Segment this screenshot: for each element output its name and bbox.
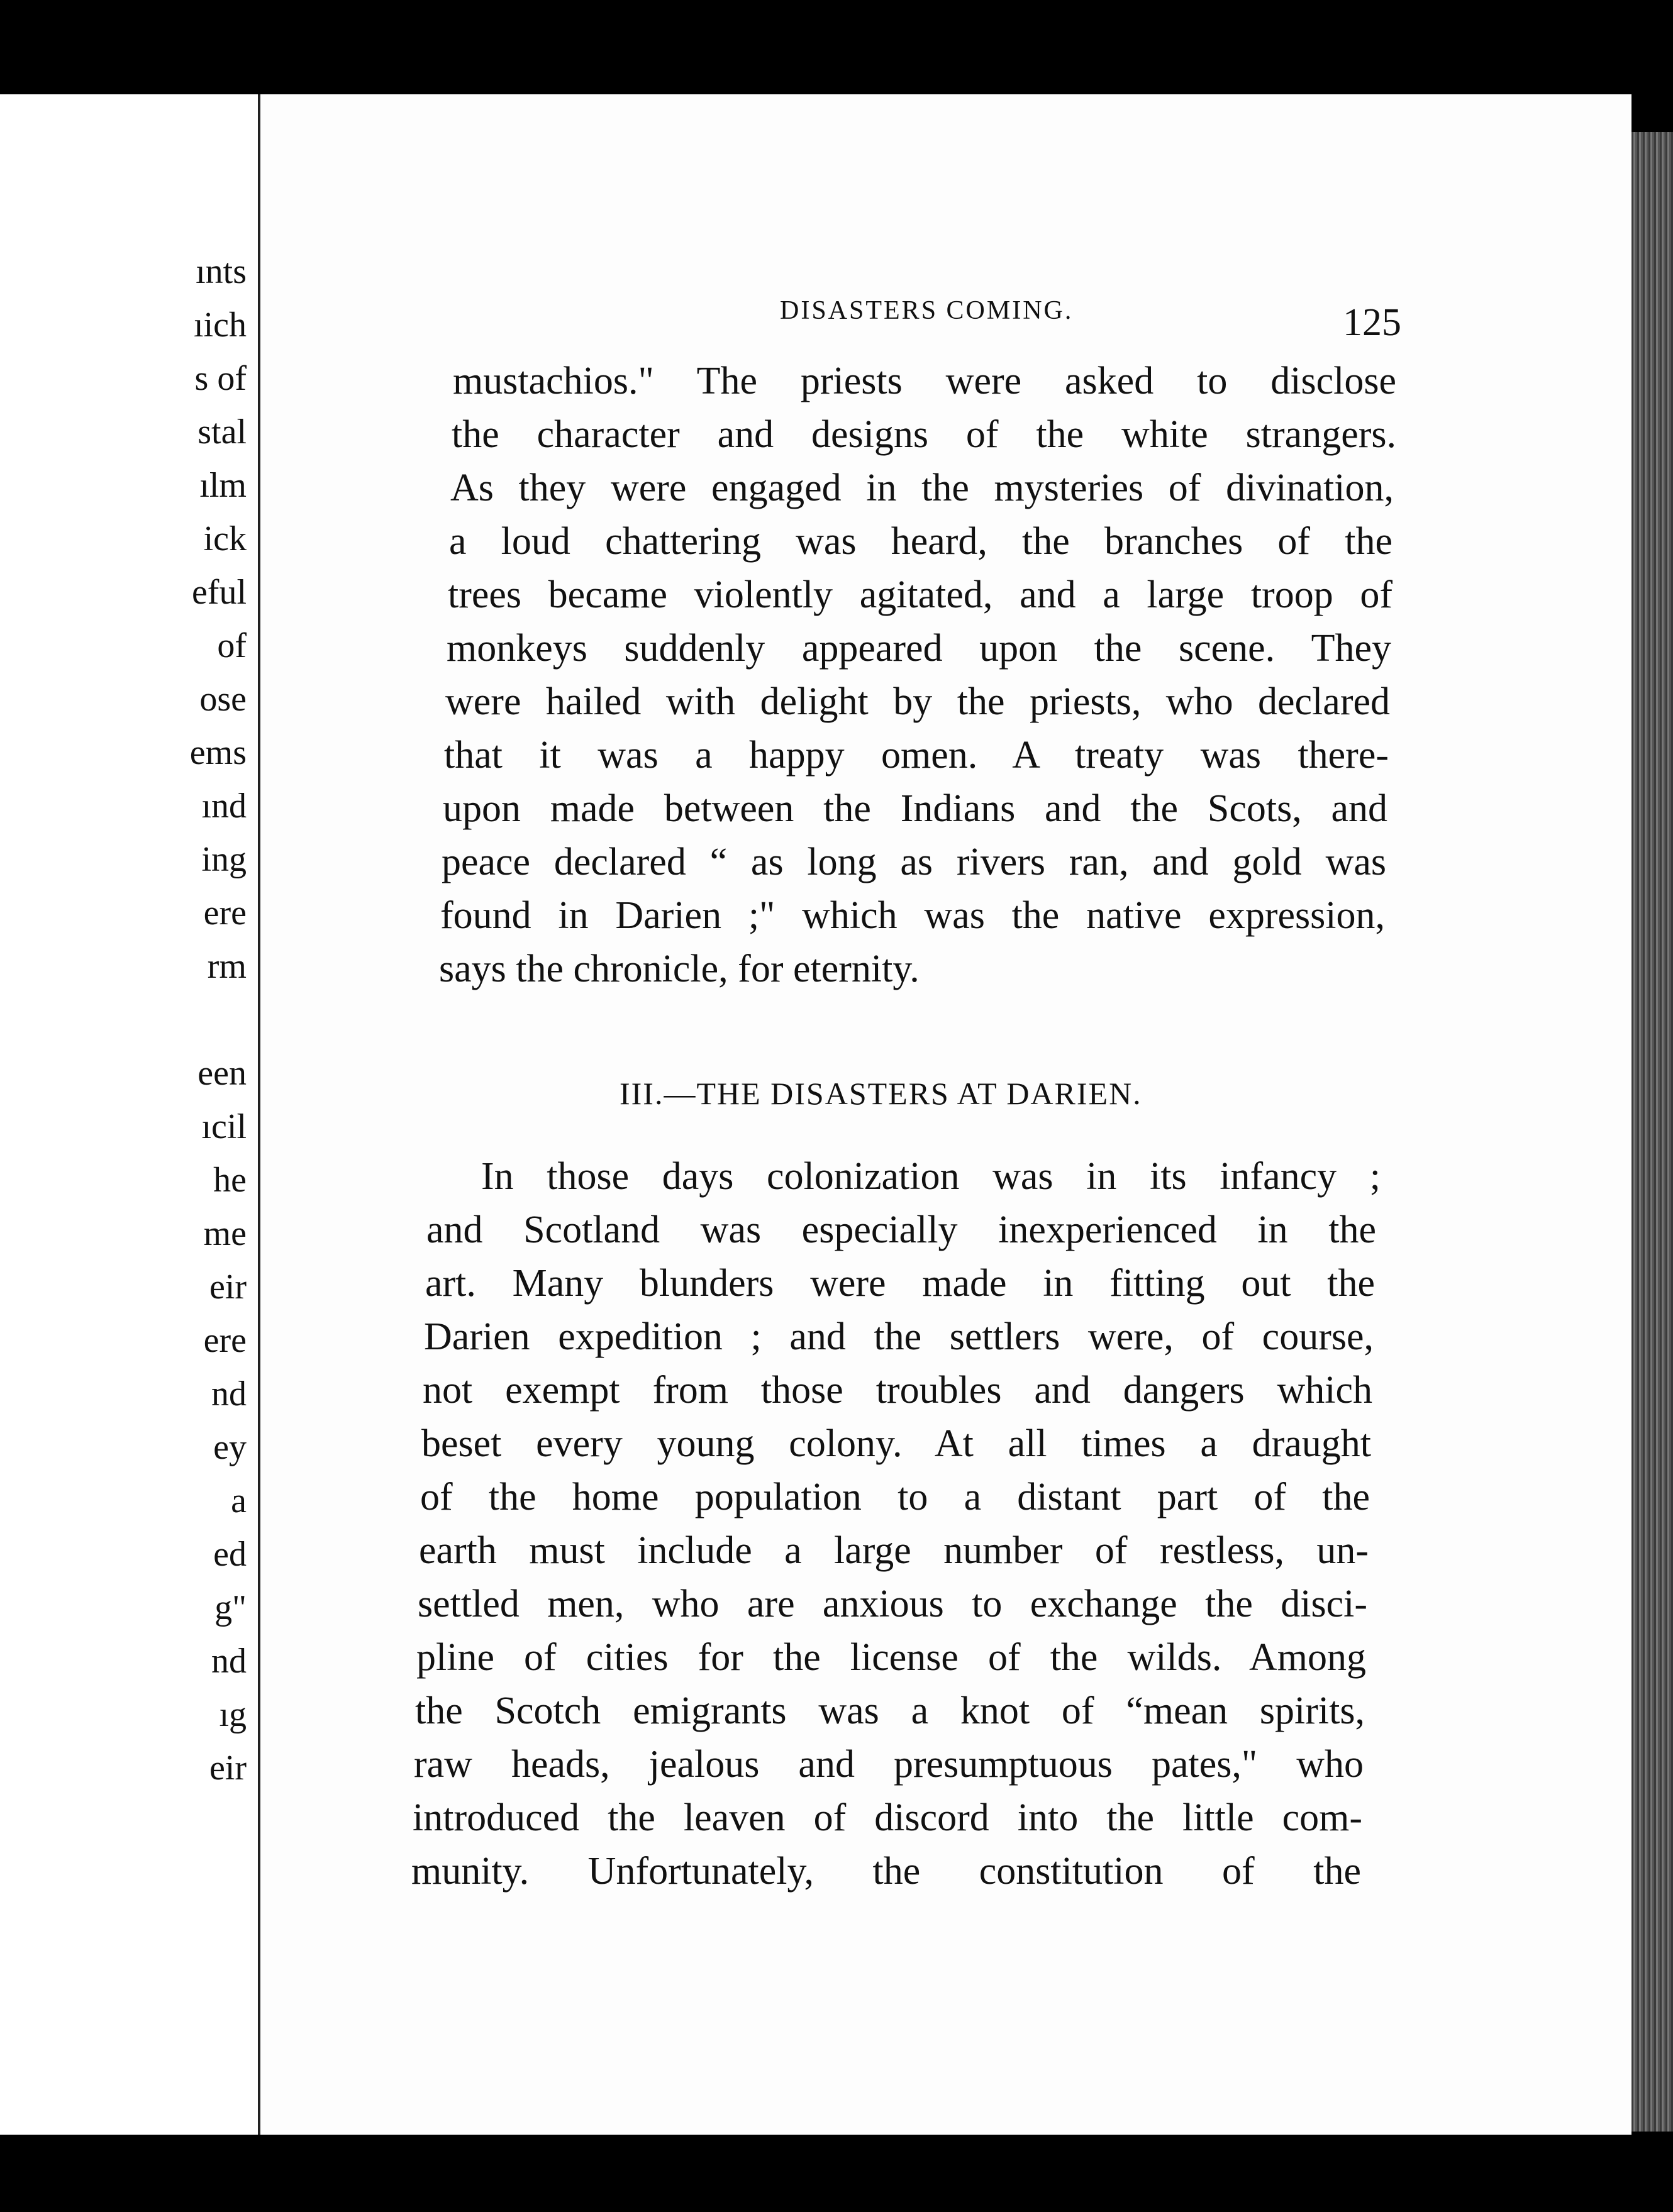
text-line: were hailed with delight by the priests, who declared bbox=[445, 680, 1390, 723]
text-line: raw heads, jealous and presumptuous pates," who bbox=[414, 1743, 1364, 1786]
text-line: As they were engaged in the mysteries of divination, bbox=[450, 467, 1394, 509]
left-page-fragment: eful bbox=[191, 573, 247, 612]
text-line: upon made between the Indians and the Scots, and bbox=[443, 787, 1387, 830]
left-page-fragment: ems bbox=[189, 733, 247, 772]
page-number: 125 bbox=[1343, 301, 1401, 344]
left-page-fragment: of bbox=[217, 626, 247, 665]
text-line: monkeys suddenly appeared upon the scene. They bbox=[447, 627, 1391, 670]
left-page-fragment: eir bbox=[209, 1749, 247, 1788]
text-line: Darien expedition ; and the settlers were, of course, bbox=[424, 1315, 1374, 1358]
text-line: mustachios." The priests were asked to disclose bbox=[453, 360, 1396, 402]
text-line: a loud chattering was heard, the branches of the bbox=[449, 520, 1392, 563]
left-page-fragment: ick bbox=[203, 519, 247, 558]
left-page-fragment: ing bbox=[201, 840, 247, 879]
text-line: found in Darien ;" which was the native expression, bbox=[440, 894, 1385, 937]
left-page-fragment: eir bbox=[209, 1268, 247, 1307]
left-page-fragment: me bbox=[203, 1214, 247, 1253]
text-line: peace declared “ as long as rivers ran, and gold was bbox=[442, 841, 1386, 883]
text-line: the Scotch emigrants was a knot of “mean spirits, bbox=[415, 1689, 1365, 1732]
left-page-fragment: ose bbox=[199, 680, 247, 719]
text-line: earth must include a large number of restless, un- bbox=[419, 1529, 1369, 1572]
left-page-fragment: ıich bbox=[194, 306, 247, 345]
left-page-fragment: ınd bbox=[201, 787, 247, 826]
text-line: not exempt from those troubles and dangers which bbox=[423, 1369, 1372, 1412]
left-page-fragment: ere bbox=[203, 1321, 247, 1360]
left-page-fragment: ıg bbox=[219, 1695, 247, 1734]
left-page-fragment: ılm bbox=[199, 466, 247, 505]
text-line: says the chronicle, for eternity. bbox=[439, 948, 920, 990]
text-line: beset every young colony. At all times a draught bbox=[421, 1422, 1371, 1465]
text-line: trees became violently agitated, and a large troop of bbox=[448, 573, 1392, 616]
left-page-fragment: rm bbox=[207, 947, 247, 986]
left-page-fragment: a bbox=[231, 1481, 247, 1520]
text-line: introduced the leaven of discord into the little com- bbox=[413, 1796, 1362, 1839]
page-edges bbox=[1631, 132, 1673, 2132]
left-page bbox=[0, 94, 258, 2135]
left-page-fragment: he bbox=[213, 1161, 247, 1200]
section-heading: III.—THE DISASTERS AT DARIEN. bbox=[620, 1076, 1142, 1111]
text-line: the character and designs of the white strangers. bbox=[452, 413, 1396, 456]
left-page-fragment: ınts bbox=[196, 252, 247, 291]
left-page-fragment: ed bbox=[213, 1535, 247, 1574]
text-line: settled men, who are anxious to exchange the disci- bbox=[418, 1583, 1367, 1625]
text-line: art. Many blunders were made in fitting out the bbox=[425, 1262, 1375, 1305]
left-page-fragment: ıcil bbox=[201, 1107, 247, 1146]
running-head: DISASTERS COMING. bbox=[780, 296, 1074, 325]
left-page-fragment: nd bbox=[211, 1642, 247, 1681]
left-page-fragment: ere bbox=[203, 893, 247, 932]
left-page-fragment: s of bbox=[194, 359, 247, 398]
left-page-fragment: g" bbox=[214, 1588, 247, 1627]
text-line: munity. Unfortunately, the constitution of the bbox=[411, 1850, 1361, 1893]
text-line: pline of cities for the license of the wilds. Among bbox=[416, 1636, 1366, 1679]
left-page-fragment: nd bbox=[211, 1374, 247, 1413]
text-line: and Scotland was especially inexperienced in the bbox=[426, 1208, 1376, 1251]
text-line: of the home population to a distant part of the bbox=[420, 1476, 1370, 1518]
left-page-fragment: een bbox=[197, 1054, 247, 1093]
left-page-fragment: stal bbox=[197, 412, 247, 451]
text-line: that it was a happy omen. A treaty was there- bbox=[444, 734, 1389, 777]
text-line: In those days colonization was in its infancy ; bbox=[481, 1155, 1381, 1198]
left-page-fragment: ey bbox=[213, 1428, 247, 1467]
